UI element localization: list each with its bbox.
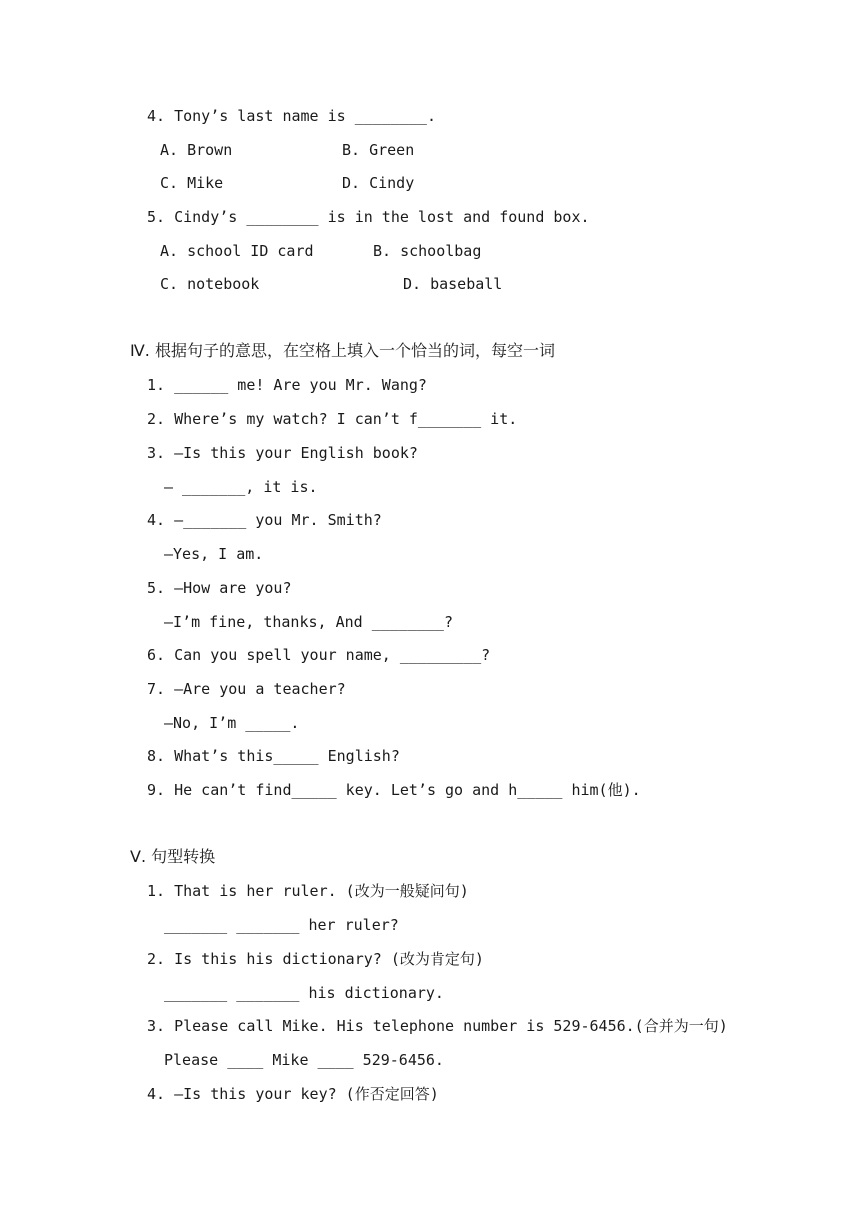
fill-item: 4. —_______ you Mr. Smith?: [147, 511, 382, 529]
fill-item: 2. Where’s my watch? I can’t f_______ it.: [147, 410, 518, 428]
transform-item: _______ _______ his dictionary.: [164, 984, 444, 1002]
option-a: A. school ID card: [160, 242, 314, 260]
fill-item: —I’m fine, thanks, And ________?: [164, 613, 453, 631]
transform-item: 1. That is her ruler. (改为一般疑问句): [147, 882, 469, 900]
option-b: B. Green: [342, 141, 415, 159]
fill-item: —Yes, I am.: [164, 545, 264, 563]
option-a: A. Brown: [160, 141, 233, 159]
transform-item: 3. Please call Mike. His telephone number is 529-6456.(合并为一句): [147, 1017, 728, 1035]
fill-item: 9. He can’t find_____ key. Let’s go and h_____ him(他).: [147, 781, 641, 799]
fill-item: 8. What’s this_____ English?: [147, 747, 400, 765]
option-c: C. Mike: [160, 174, 224, 192]
transform-item: Please ____ Mike ____ 529-6456.: [164, 1051, 444, 1069]
transform-item: _______ _______ her ruler?: [164, 916, 399, 934]
question-5: 5. Cindy’s ________ is in the lost and found box.: [147, 208, 590, 226]
question-4: 4. Tony’s last name is ________.: [147, 107, 436, 125]
option-d: D. baseball: [403, 275, 503, 293]
fill-item: 7. —Are you a teacher?: [147, 680, 346, 698]
section-heading-part4: Ⅳ. 根据句子的意思，在空格上填入一个恰当的词，每空一词: [130, 341, 555, 360]
fill-item: — _______, it is.: [164, 478, 318, 496]
transform-item: 4. —Is this your key? (作否定回答): [147, 1085, 439, 1103]
fill-item: —No, I’m _____.: [164, 714, 300, 732]
fill-item: 5. —How are you?: [147, 579, 292, 597]
fill-item: 3. —Is this your English book?: [147, 444, 418, 462]
fill-item: 6. Can you spell your name, _________?: [147, 646, 491, 664]
fill-item: 1. ______ me! Are you Mr. Wang?: [147, 376, 427, 394]
transform-item: 2. Is this his dictionary? (改为肯定句): [147, 950, 484, 968]
section-heading-part5: Ⅴ. 句型转换: [130, 847, 216, 866]
option-c: C. notebook: [160, 275, 260, 293]
option-b: B. schoolbag: [373, 242, 482, 260]
option-d: D. Cindy: [342, 174, 415, 192]
